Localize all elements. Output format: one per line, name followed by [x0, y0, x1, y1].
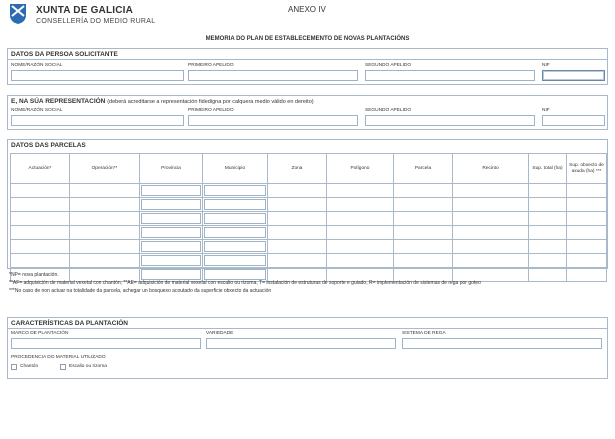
- table-cell[interactable]: [567, 268, 607, 282]
- representative-section-title: [11, 98, 314, 105]
- parcels-section-title: DATOS DAS PARCELAS: [11, 142, 86, 149]
- cell-input[interactable]: [204, 241, 266, 252]
- table-cell[interactable]: [529, 198, 567, 212]
- table-cell[interactable]: [529, 240, 567, 254]
- table-cell[interactable]: [453, 198, 529, 212]
- table-cell[interactable]: [11, 254, 70, 268]
- cell-input[interactable]: [204, 185, 266, 196]
- table-cell[interactable]: [453, 240, 529, 254]
- cell-input[interactable]: [204, 269, 266, 280]
- col-header: Recinto: [453, 154, 529, 184]
- cell-input[interactable]: [141, 255, 201, 266]
- page-header: [8, 3, 608, 29]
- irrigation-label: SISTEMA DE REGA: [402, 331, 446, 336]
- cell-input[interactable]: [204, 213, 266, 224]
- table-cell[interactable]: [70, 240, 140, 254]
- table-cell[interactable]: [327, 226, 394, 240]
- frame-label: MARCO DE PLANTACIÓN: [11, 331, 69, 336]
- table-cell[interactable]: [529, 254, 567, 268]
- applicant-section: [7, 48, 608, 85]
- rep-nif-field[interactable]: [542, 115, 605, 126]
- table-cell[interactable]: [268, 226, 327, 240]
- table-cell[interactable]: [453, 254, 529, 268]
- table-cell[interactable]: [140, 240, 203, 254]
- table-row: [11, 254, 607, 268]
- rep-first-surname-field[interactable]: [188, 115, 358, 126]
- table-cell[interactable]: [529, 226, 567, 240]
- cell-input[interactable]: [141, 269, 201, 280]
- table-cell[interactable]: [453, 212, 529, 226]
- table-cell[interactable]: [11, 198, 70, 212]
- table-cell[interactable]: [140, 226, 203, 240]
- table-cell[interactable]: [203, 184, 268, 198]
- table-cell[interactable]: [11, 212, 70, 226]
- representative-section: [7, 95, 608, 130]
- table-cell[interactable]: [327, 212, 394, 226]
- table-cell[interactable]: [268, 254, 327, 268]
- table-cell[interactable]: [203, 212, 268, 226]
- table-row: [11, 184, 607, 198]
- table-cell[interactable]: [394, 226, 453, 240]
- brand-name: XUNTA DE GALICIA: [36, 5, 134, 16]
- table-cell[interactable]: [268, 212, 327, 226]
- table-cell[interactable]: [203, 198, 268, 212]
- chanton-checkbox[interactable]: [11, 364, 17, 370]
- table-cell[interactable]: [268, 184, 327, 198]
- parcels-table-body: [11, 184, 607, 282]
- table-cell[interactable]: [529, 212, 567, 226]
- applicant-section-title: DATOS DA PERSOA SOLICITANTE: [11, 51, 118, 58]
- second-surname-field[interactable]: [365, 70, 535, 81]
- table-cell[interactable]: [203, 240, 268, 254]
- col-header: Zona: [268, 154, 327, 184]
- parcels-section: [7, 139, 608, 269]
- table-cell[interactable]: [11, 184, 70, 198]
- second-surname-label: SEGUNDO APELIDO: [365, 63, 412, 68]
- name-field[interactable]: [11, 70, 184, 81]
- table-cell[interactable]: [567, 198, 607, 212]
- table-cell[interactable]: [70, 184, 140, 198]
- col-header: Polígono: [327, 154, 394, 184]
- table-cell[interactable]: [453, 226, 529, 240]
- table-cell[interactable]: [11, 226, 70, 240]
- origin-label: PROCEDENCIA DO MATERIAL UTILIZADO: [11, 355, 106, 360]
- cell-input[interactable]: [141, 241, 201, 252]
- rep-second-surname-field[interactable]: [365, 115, 535, 126]
- table-cell[interactable]: [567, 254, 607, 268]
- cell-input[interactable]: [204, 199, 266, 210]
- cell-input[interactable]: [141, 185, 201, 196]
- table-cell[interactable]: [327, 198, 394, 212]
- escalio-label: Escalio ou rizoma: [69, 364, 107, 369]
- table-cell[interactable]: [70, 198, 140, 212]
- table-cell[interactable]: [268, 240, 327, 254]
- table-row: [11, 226, 607, 240]
- footnote-operations: **AF= adquisición de material vexetal con chantón, **AE= adquisición de material vexetal con escalio ou rizoma, T= instalación de estruturas de soporte e guiado, R= implementación de sistemas de rega por goteo: [9, 280, 481, 286]
- rep-first-surname-label: PRIMEIRO APELIDO: [188, 108, 234, 113]
- variety-label: VARIEDADE: [206, 331, 234, 336]
- table-row: [11, 240, 607, 254]
- nif-label: NIF: [542, 63, 550, 68]
- table-cell[interactable]: [327, 254, 394, 268]
- col-header: Sup. obxecto de axuda (ha) ***: [567, 154, 607, 184]
- irrigation-field[interactable]: [402, 338, 602, 349]
- table-cell[interactable]: [327, 240, 394, 254]
- rep-name-label: NOME/RAZÓN SOCIAL: [11, 108, 63, 113]
- xunta-logo-icon: [8, 3, 28, 25]
- table-cell[interactable]: [140, 212, 203, 226]
- annex-label: ANEXO IV: [288, 5, 326, 14]
- section-divider: [8, 59, 607, 60]
- table-cell[interactable]: [140, 254, 203, 268]
- nif-field[interactable]: [542, 70, 605, 81]
- col-header: Provincia: [140, 154, 203, 184]
- cell-input[interactable]: [204, 227, 266, 238]
- escalio-checkbox[interactable]: [60, 364, 66, 370]
- table-cell[interactable]: [140, 198, 203, 212]
- cell-input[interactable]: [141, 227, 201, 238]
- table-cell[interactable]: [140, 184, 203, 198]
- table-header-row: [11, 154, 607, 184]
- frame-field[interactable]: [11, 338, 201, 349]
- table-cell[interactable]: [70, 212, 140, 226]
- table-cell[interactable]: [567, 212, 607, 226]
- representative-note: (deberá acreditarse a representación fidedigna por calquera medio válido en dereito): [107, 99, 314, 105]
- table-row: [11, 198, 607, 212]
- rep-second-surname-label: SEGUNDO APELIDO: [365, 108, 412, 113]
- table-cell[interactable]: [327, 184, 394, 198]
- table-cell[interactable]: [529, 184, 567, 198]
- col-header: Actuación*: [11, 154, 70, 184]
- name-label: NOME/RAZÓN SOCIAL: [11, 63, 63, 68]
- table-cell[interactable]: [567, 226, 607, 240]
- section-divider: [8, 328, 607, 329]
- table-cell[interactable]: [394, 254, 453, 268]
- first-surname-field[interactable]: [188, 70, 358, 81]
- table-cell[interactable]: [203, 254, 268, 268]
- footnote-np: *NP= nova plantación.: [9, 272, 59, 278]
- table-row: [11, 212, 607, 226]
- representative-title: E, NA SÚA REPRESENTACIÓN: [11, 98, 106, 105]
- chanton-label: Chantón: [20, 364, 39, 369]
- table-cell[interactable]: [567, 240, 607, 254]
- table-cell[interactable]: [394, 198, 453, 212]
- footnote-sketch: ***No caso de non actuar na totalidade da parcela, achegar un bosquexo acoutado da superficie obxecto da actuación: [9, 288, 272, 294]
- table-cell[interactable]: [453, 184, 529, 198]
- rep-name-field[interactable]: [11, 115, 184, 126]
- first-surname-label: PRIMEIRO APELIDO: [188, 63, 234, 68]
- department-name: CONSELLERÍA DO MEDIO RURAL: [36, 18, 156, 25]
- table-cell[interactable]: [567, 184, 607, 198]
- document-title: MEMORIA DO PLAN DE ESTABLECEMENTO DE NOVAS PLANTACIÓNS: [205, 36, 410, 42]
- col-header: Operación**: [70, 154, 140, 184]
- col-header: Sup. total (ha): [529, 154, 567, 184]
- table-cell[interactable]: [394, 212, 453, 226]
- rep-nif-label: NIF: [542, 108, 550, 113]
- characteristics-section: [7, 317, 608, 379]
- table-cell[interactable]: [529, 268, 567, 282]
- cell-input[interactable]: [141, 213, 201, 224]
- table-cell[interactable]: [394, 184, 453, 198]
- cell-input[interactable]: [141, 199, 201, 210]
- parcels-table: [10, 153, 607, 282]
- variety-field[interactable]: [206, 338, 396, 349]
- table-cell[interactable]: [70, 226, 140, 240]
- table-cell[interactable]: [70, 254, 140, 268]
- table-cell[interactable]: [394, 240, 453, 254]
- cell-input[interactable]: [204, 255, 266, 266]
- table-cell[interactable]: [203, 226, 268, 240]
- characteristics-section-title: CARACTERÍSTICAS DA PLANTACIÓN: [11, 320, 128, 327]
- col-header: Parcela: [394, 154, 453, 184]
- table-cell[interactable]: [268, 198, 327, 212]
- col-header: Municipio: [203, 154, 268, 184]
- table-cell[interactable]: [11, 240, 70, 254]
